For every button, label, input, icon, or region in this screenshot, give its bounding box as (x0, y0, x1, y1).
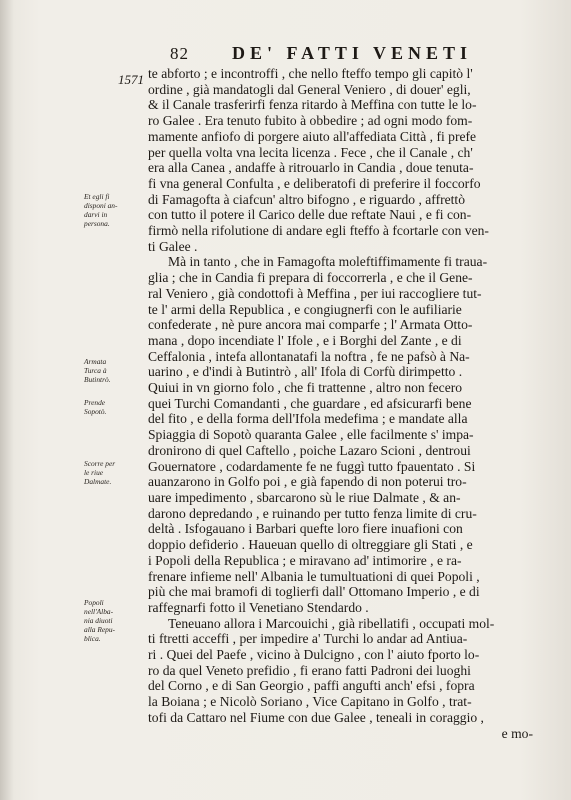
text-line: Gouernatore , codardamente fe ne fuggì tutto fpauentato . Si (148, 458, 476, 474)
text-line: & il Canale trasferirfi fenza ritardo à Meffina con tutte le lo- (148, 97, 477, 113)
note-line: persona. (84, 219, 110, 228)
text-line: Spiaggia di Sopotò quaranta Galee , elle facilmente s' impa- (148, 427, 474, 443)
text-line: te l' armi della Republica , e congiugnerfi con le aufiliarie (148, 301, 462, 317)
note-line: alla Repu- (84, 625, 115, 634)
text-line: ral Veniero , già condottofi à Meffina , per iui raccogliere tut- (148, 285, 482, 301)
note-line: Turca à (84, 366, 107, 375)
note-line: Sopotò. (84, 407, 107, 416)
text-line: Quiui in vn giorno folo , che fi trattenne , altro non fecero (148, 380, 463, 396)
text-line: la Boiana ; e Nicolò Soriano , Vice Capitano in Golfo , trat- (148, 694, 472, 710)
text-line: frenare infieme nell' Albania le tumultuationi di quei Popoli , (148, 568, 480, 584)
marginal-note (84, 357, 146, 384)
text-line: per quella volta vna lecita licenza . Fece , che il Canale , ch' (148, 144, 473, 160)
note-line: Prende (84, 398, 106, 407)
text-line: uare impedimento , sbarcarono sù le riue Dalmate , & an- (148, 489, 461, 505)
note-line: darvi in (84, 210, 108, 219)
text-line: ordine , già mandatogli dal General Veniero , di douer' egli, (148, 81, 471, 97)
note-line: blica. (84, 634, 101, 643)
text-line: i Popoli della Republica ; e miravano ad' intimorire , e ra- (148, 552, 462, 568)
note-line: Popoli (84, 598, 104, 607)
text-line: glia ; che in Candia fi prepara di foccorrerla , e che il Gene- (148, 270, 473, 286)
text-line: doppio defiderio . Haueuan quello di oltreggiare gli Stati , e (148, 537, 473, 553)
text-line: ti ftretti acceffi , per impedire a' Turchi lo andar ad Antiua- (148, 631, 468, 647)
text-line: tofi da Cattaro nel Fiume con due Galee , teneali in coraggio , (148, 709, 484, 725)
text-line: quei Turchi Comandanti , che guardare , ed afsicurarfi bene (148, 395, 472, 411)
text-line: mamente anfiofo di porgere aiuto all'affediata Città , fi prefe (148, 128, 477, 144)
text-line: Teneuano allora i Marcouichi , già ribellatifi , occupati mol- (168, 615, 495, 631)
margin-year: 1571 (118, 72, 144, 87)
text-line: Mà in tanto , che in Famagofta moleftiffimamente fi traua- (168, 254, 488, 270)
note-line: nia diuoti (84, 616, 113, 625)
page-number: 82 (170, 44, 189, 63)
note-line: Dalmate. (84, 477, 112, 486)
text-line: del fito , e della forma dell'Ifola medefima ; e mandate alla (148, 411, 468, 427)
text-line: del Corno , e di San Georgio , paffi angufti anch' efsi , fopra (148, 678, 475, 694)
note-line: disponi an- (84, 201, 118, 210)
note-line: nell'Alba- (84, 607, 114, 616)
text-line: te abforto ; e incontroffi , che nello fteffo tempo gli capitò l' (148, 66, 473, 81)
page-header (170, 44, 550, 68)
text-line: deltà . Isfogauano i Barbari quefte loro fiere inuafioni con (148, 521, 463, 537)
text-line: uarino , e d'indi à Butintrò , all' Ifola di Corfù dirimpetto . (148, 364, 463, 380)
text-line: darono depredando , e ruinando per tutto fenza limite di cru- (148, 505, 477, 521)
note-line: le riue (84, 468, 104, 477)
text-line: auanzarono in Golfo poi , e già fapendo di non poterui tro- (148, 474, 467, 490)
text-line: di Famagofta à ciafcun' altro bifogno , e riguardo , affrettò (148, 191, 466, 207)
text-line: ti Galee . (148, 238, 198, 254)
text-line: ro Galee . Era tenuto fubito à obbedire ; ad ogni modo fom- (148, 113, 473, 129)
text-line: firmò nella rifolutione di andare egli fteffo à fcortarle con ven- (148, 223, 489, 239)
text-line: con tutto il potere il Carico delle due reftate Naui , e fi con- (148, 207, 472, 223)
text-line: era alla Canea , andaffe à ritrouarlo in Candia , doue tenuta- (148, 160, 474, 176)
note-line: Armata (84, 357, 107, 366)
note-line: Butintrò. (84, 375, 111, 384)
note-line: Scorre per (84, 459, 116, 468)
marginal-note (84, 459, 146, 486)
running-title: DE' FATTI VENETI (232, 43, 473, 63)
text-line: più che mai bramofi di toglierfi dall' Ottomano Imperio , e di (148, 584, 480, 600)
note-line: Et egli fi (84, 192, 110, 201)
body-text (148, 66, 533, 741)
text-line: raffegnarfi fotto il Venetiano Stendardo . (148, 599, 369, 615)
text-line: ro da quel Veneto prefidio , fi erano fatti Padroni dei luoghi (148, 662, 471, 678)
marginal-note (84, 398, 146, 416)
catchword: e mo- (501, 725, 533, 741)
text-line: ri . Quei del Paefe , vicino à Dulcigno , con l' aiuto fporto lo- (148, 647, 480, 663)
text-line: dronirono di quel Caftello , poiche Lazaro Scioni , dentroui (148, 442, 471, 458)
text-line: fi vna general Confulta , e deliberatofi di preferire il foccorfo (148, 175, 481, 191)
text-line: Ceffalonia , intefa allontanatafi la noftra , fe ne pafsò à Na- (148, 348, 470, 364)
marginal-note (84, 192, 146, 228)
text-line: confederate , nè pure ancora mai comparfe ; l' Armata Otto- (148, 317, 473, 333)
marginal-note (84, 598, 146, 643)
text-line: mana , dopo incendiate l' Ifole , e i Borghi del Zante , e di (148, 332, 462, 348)
